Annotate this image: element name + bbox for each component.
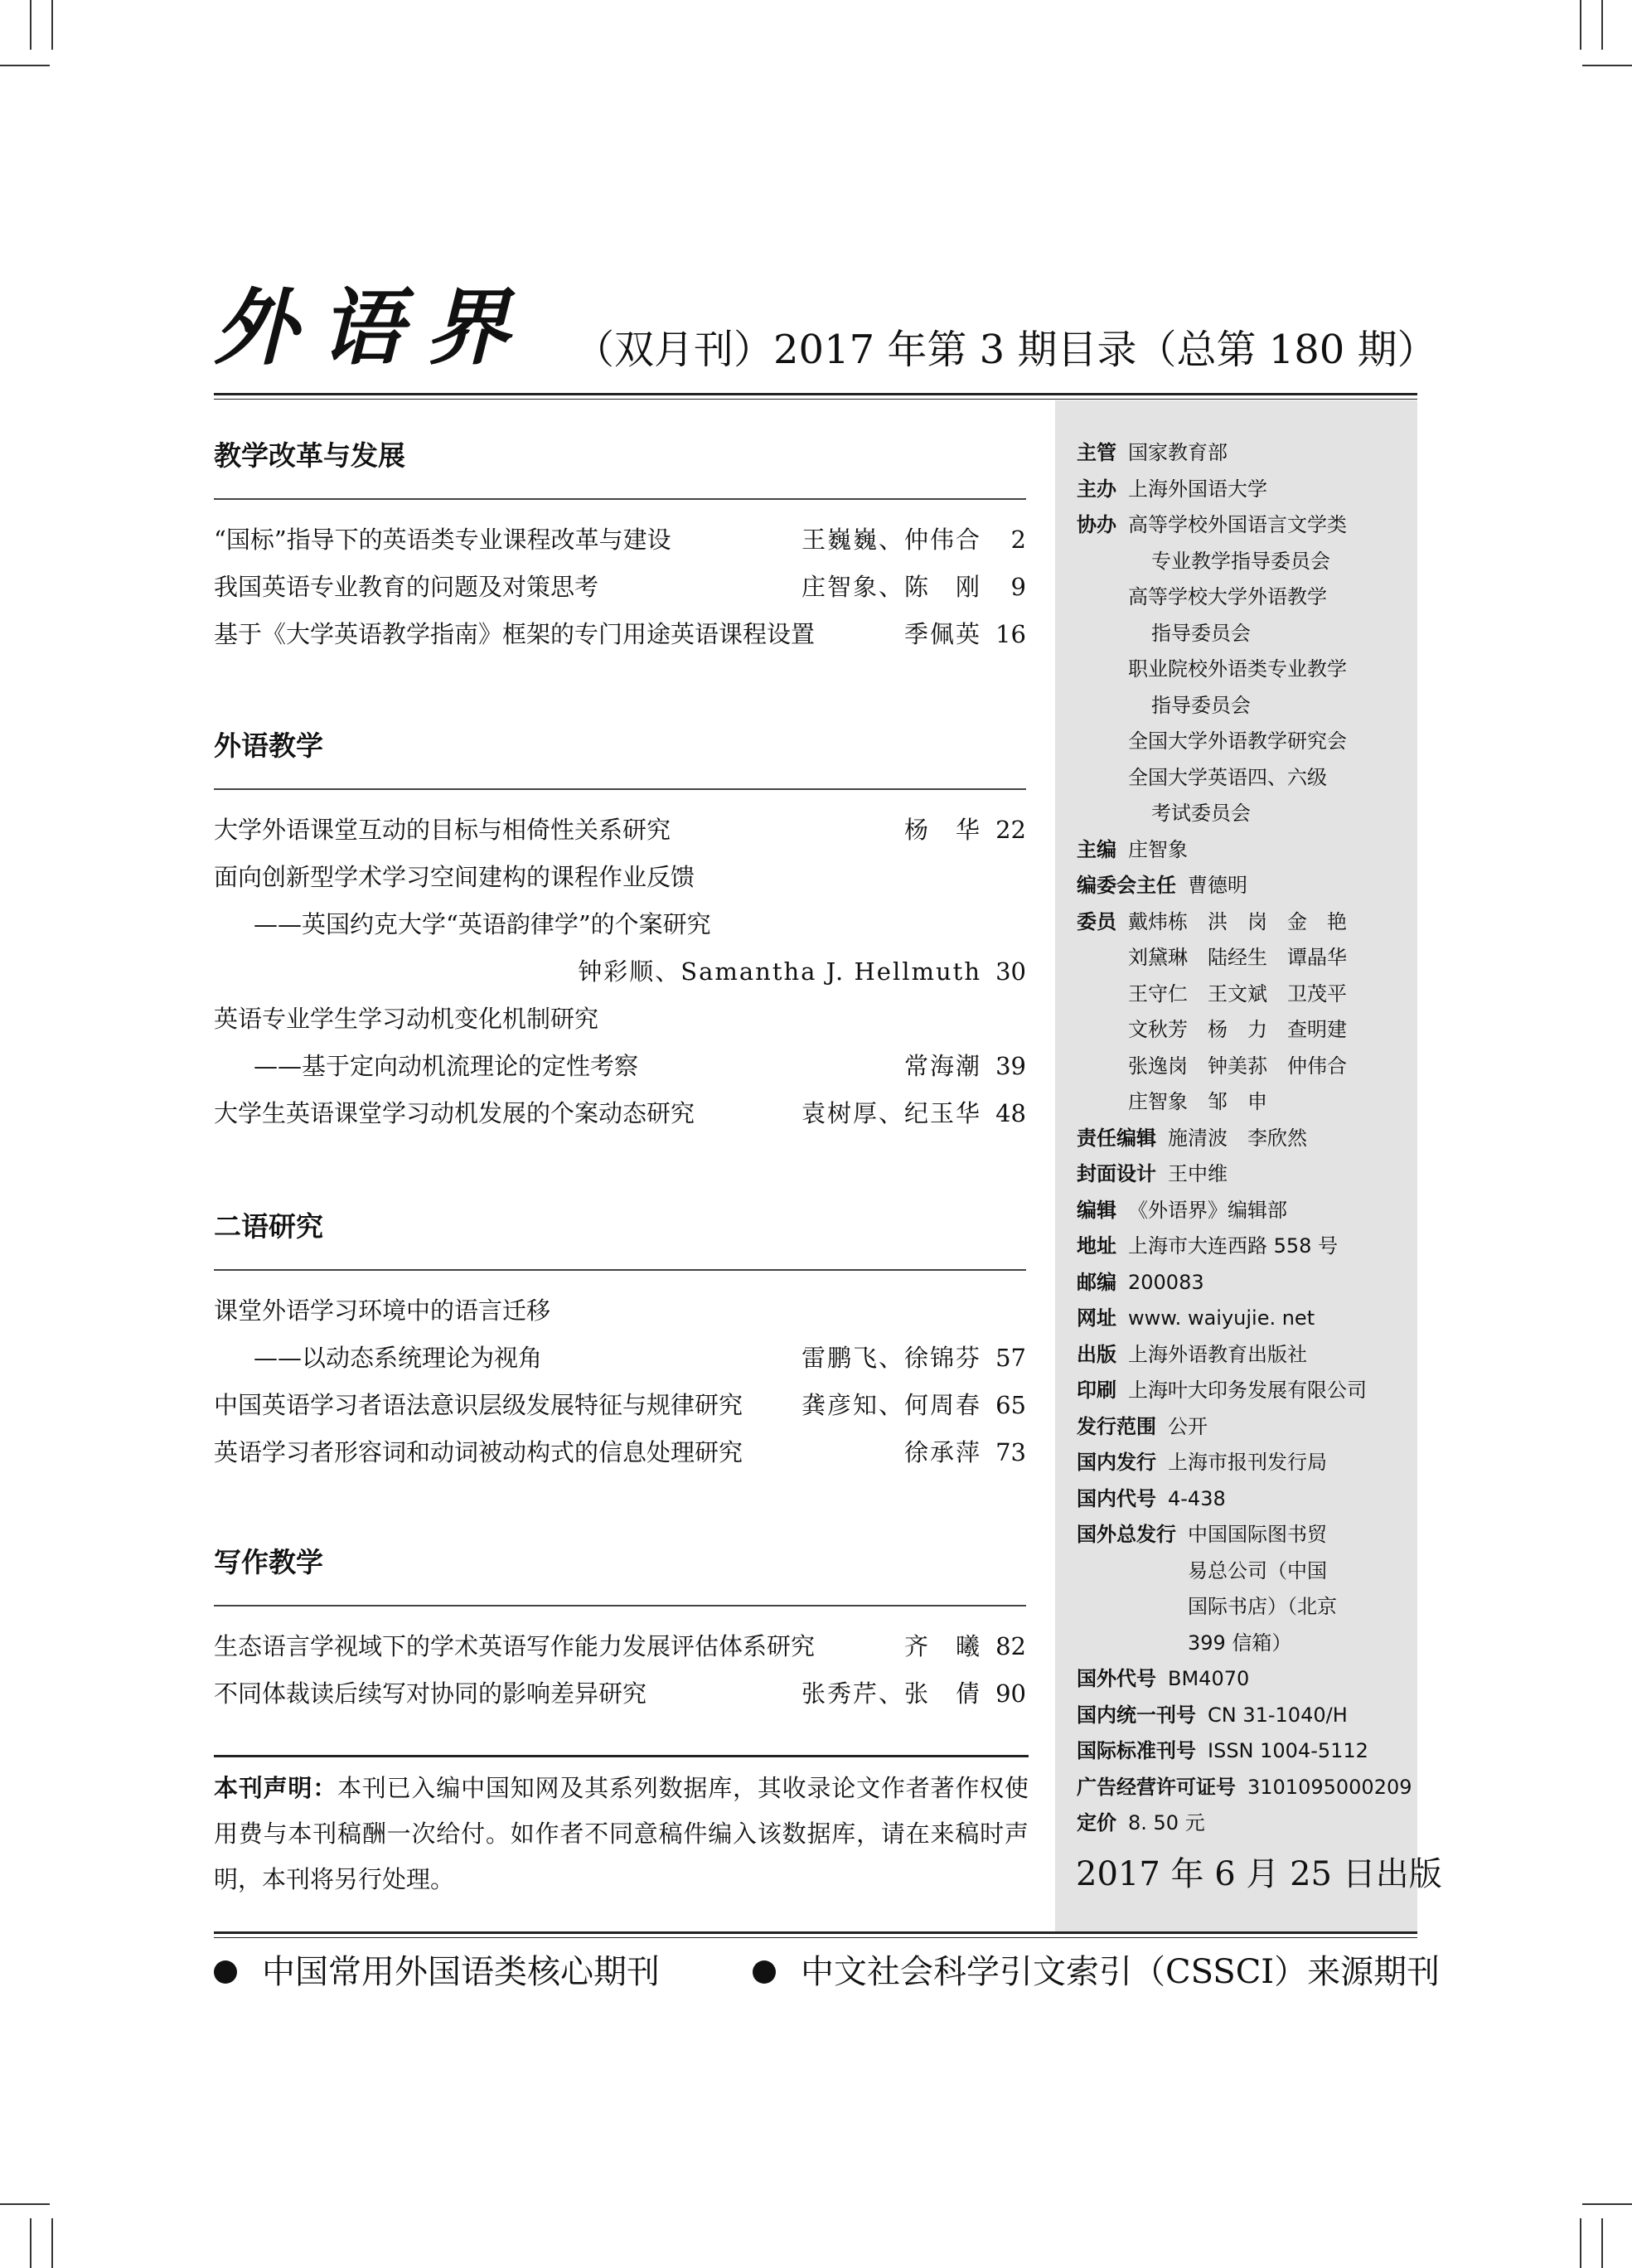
info-label: 编辑 [1077, 1198, 1116, 1222]
page-number: 9 [1010, 573, 1026, 601]
journal-notice [214, 1766, 1029, 1902]
crop-mark [1601, 2218, 1603, 2268]
article-authors: 齐 曦 [903, 1632, 981, 1660]
crop-mark [0, 65, 50, 66]
info-value: 国际书店）（北京 [1188, 1595, 1337, 1618]
article-title: 大学生英语课堂学习动机发展的个案动态研究 [214, 1099, 695, 1127]
info-label: 责任编辑 [1077, 1126, 1156, 1150]
page-number: 73 [995, 1438, 1026, 1466]
info-row [1077, 1805, 1412, 1842]
info-label: 网址 [1077, 1306, 1116, 1330]
info-value: BM4070 [1168, 1667, 1250, 1690]
crop-mark [1580, 2218, 1581, 2268]
info-row [1077, 1228, 1412, 1265]
index-statements [214, 1945, 1441, 2003]
toc-entry[interactable] [214, 1429, 1026, 1476]
toc-entry[interactable] [214, 807, 1026, 854]
page-number: 39 [995, 1052, 1026, 1080]
article-authors: 季佩英 [903, 620, 981, 648]
section-rule [214, 1269, 1026, 1271]
info-label: 地址 [1077, 1234, 1116, 1258]
toc-entry[interactable] [214, 1382, 1026, 1429]
article-title: 生态语言学视域下的学术英语写作能力发展评估体系研究 [214, 1632, 816, 1660]
page-number: 2 [1010, 526, 1026, 554]
section-heading: 外语教学 [214, 729, 323, 762]
article-title: ——英国约克大学“英语韵律学”的个案研究 [254, 910, 711, 938]
info-value: 庄智象 邹 申 [1128, 1090, 1267, 1113]
toc-entry[interactable] [214, 1623, 1026, 1670]
info-row [1077, 1445, 1412, 1481]
info-value: 戴炜栋 洪 岗 金 艳 [1128, 909, 1347, 933]
info-value: www. waiyujie. net [1128, 1306, 1315, 1330]
info-label: 主管 [1077, 441, 1116, 464]
toc-entry[interactable] [214, 1090, 1026, 1137]
info-value: 指导委员会 [1151, 693, 1251, 717]
article-title: ——以动态系统理论为视角 [254, 1344, 543, 1372]
info-label: 邮编 [1077, 1270, 1116, 1294]
info-label: 发行范围 [1077, 1414, 1156, 1438]
page-number: 16 [995, 620, 1026, 648]
publication-info-panel [1055, 400, 1417, 1932]
masthead [214, 269, 1437, 385]
article-title: 我国英语专业教育的问题及对策思考 [214, 573, 599, 601]
toc-entry[interactable] [214, 1335, 1026, 1382]
toc-entry[interactable] [214, 611, 1026, 658]
article-title: 不同体裁读后续写对协同的影响差异研究 [214, 1679, 647, 1708]
toc-section [214, 727, 1026, 1137]
info-label: 国际标准刊号 [1077, 1739, 1196, 1762]
crop-mark [30, 0, 31, 50]
info-value: 王中维 [1168, 1162, 1228, 1185]
info-value: 8. 50 元 [1128, 1811, 1205, 1834]
info-row [1077, 1409, 1412, 1446]
info-row [1077, 435, 1412, 472]
info-value: 上海市报刊发行局 [1168, 1451, 1327, 1474]
info-value: 上海外语教育出版社 [1128, 1342, 1307, 1366]
toc-entry[interactable] [214, 516, 1026, 564]
info-row [1077, 1156, 1412, 1193]
section-rule [214, 498, 1026, 500]
toc-entry[interactable] [214, 564, 1026, 611]
article-authors: 张秀芹、张 倩 [801, 1679, 981, 1708]
article-title: 基于《大学英语教学指南》框架的专门用途英语课程设置 [214, 620, 816, 648]
info-row [1077, 904, 1412, 1121]
bullet-icon [214, 1960, 237, 1984]
info-value: 高等学校大学外语教学 [1128, 585, 1327, 608]
page-number: 90 [995, 1679, 1026, 1708]
info-value: CN 31-1040/H [1208, 1703, 1348, 1727]
publication-date: 2017 年 6 月 25 日出版 [1076, 1855, 1442, 1893]
notice-label: 本刊声明： [214, 1774, 338, 1802]
info-row [1077, 1301, 1412, 1337]
info-value: 3101095000209 [1247, 1775, 1412, 1799]
info-row [1077, 1661, 1412, 1698]
page-number: 82 [995, 1632, 1026, 1660]
info-value: 高等学校外国语言文学类 [1128, 513, 1347, 536]
info-label: 国外代号 [1077, 1667, 1156, 1690]
info-row [1077, 1193, 1412, 1229]
info-label: 主编 [1077, 837, 1116, 861]
article-title: 中国英语学习者语法意识层级发展特征与规律研究 [214, 1391, 743, 1419]
article-authors: 杨 华 [903, 816, 981, 844]
info-value: 王守仁 王文斌 卫茂平 [1128, 981, 1347, 1006]
crop-mark [1582, 65, 1632, 66]
crop-mark [1582, 2203, 1632, 2205]
info-label: 定价 [1077, 1811, 1116, 1834]
issue-line: （双月刊）2017 年第 3 期目录（总第 180 期） [574, 327, 1437, 373]
info-value: 《外语界》编辑部 [1128, 1198, 1287, 1222]
info-row [1077, 832, 1412, 869]
info-value: 国家教育部 [1128, 441, 1228, 464]
info-value: 庄智象 [1128, 837, 1188, 861]
info-label: 国外总发行 [1077, 1523, 1176, 1546]
crop-mark [30, 2218, 31, 2268]
page-number: 65 [995, 1391, 1026, 1419]
info-label: 出版 [1077, 1342, 1116, 1366]
page-number: 48 [995, 1099, 1026, 1127]
footer-item [753, 1945, 1440, 1999]
article-authors: 雷鹏飞、徐锦芬 [801, 1344, 981, 1372]
info-value: 刘黛琳 陆经生 谭晶华 [1128, 946, 1347, 969]
page-number: 30 [995, 957, 1026, 986]
info-value: 张逸岗 钟美荪 仲伟合 [1128, 1054, 1347, 1078]
info-row [1077, 1481, 1412, 1518]
info-row [1077, 1517, 1412, 1661]
info-value: 全国大学英语四、六级 [1128, 765, 1327, 789]
toc-entry[interactable] [214, 1043, 1026, 1090]
info-value: 上海市大连西路 558 号 [1128, 1234, 1339, 1258]
page-number: 22 [995, 816, 1026, 844]
crop-mark [51, 0, 53, 50]
info-row [1077, 1770, 1412, 1806]
info-label: 协办 [1077, 513, 1116, 536]
info-value: 公开 [1168, 1414, 1208, 1438]
article-title: “国标”指导下的英语类专业课程改革与建设 [214, 526, 671, 554]
info-label: 委员 [1077, 909, 1116, 933]
info-value: 399 信箱） [1188, 1631, 1292, 1655]
crop-mark [51, 2218, 53, 2268]
section-heading: 写作教学 [214, 1546, 323, 1578]
info-value: 上海叶大印务发展有限公司 [1128, 1379, 1367, 1402]
info-row [1077, 1121, 1412, 1157]
toc-section [214, 1208, 1026, 1476]
info-row [1077, 507, 1412, 832]
article-title: 大学外语课堂互动的目标与相倚性关系研究 [214, 816, 671, 844]
article-authors: 徐承萍 [903, 1438, 981, 1466]
info-value: 4-438 [1168, 1486, 1226, 1510]
info-label: 主办 [1077, 477, 1116, 501]
info-value: 中国国际图书贸 [1188, 1523, 1327, 1546]
footer-text: 中国常用外国语类核心期刊 [262, 1953, 660, 1991]
article-authors: 袁树厚、纪玉华 [801, 1099, 981, 1127]
journal-logo: 外语界 [214, 279, 532, 376]
toc-section [214, 1544, 1026, 1718]
info-value: 曹德明 [1188, 874, 1247, 897]
article-authors: 常海潮 [903, 1052, 981, 1080]
info-row [1077, 472, 1412, 508]
info-label: 印刷 [1077, 1379, 1116, 1402]
toc-section [214, 437, 1026, 658]
info-row [1077, 1337, 1412, 1374]
publication-info-list [1077, 435, 1412, 1842]
section-heading: 二语研究 [214, 1210, 323, 1243]
crop-mark [0, 2203, 50, 2205]
info-row [1077, 1733, 1412, 1770]
crop-mark [1601, 0, 1603, 50]
crop-mark [1580, 0, 1581, 50]
info-value: 考试委员会 [1151, 802, 1251, 825]
info-value: 施清波 李欣然 [1168, 1126, 1307, 1150]
notice-text: 本刊已入编中国知网及其系列数据库，其收录论文作者著作权使用费与本刊稿酬一次给付。如作者不同意稿件编入该数据库，请在来稿时声明，本刊将另行处理。 [214, 1774, 1029, 1893]
footer-item [214, 1945, 660, 1999]
info-label: 国内发行 [1077, 1451, 1156, 1474]
info-value: 职业院校外语类专业教学 [1128, 657, 1347, 681]
article-title: 英语专业学生学习动机变化机制研究 [214, 1005, 599, 1033]
toc-entry[interactable] [214, 1670, 1026, 1718]
info-value: 指导委员会 [1151, 621, 1251, 645]
toc-entry[interactable] [214, 948, 1026, 996]
article-authors: 龚彦知、何周春 [801, 1391, 981, 1419]
article-title: 课堂外语学习环境中的语言迁移 [214, 1296, 551, 1325]
info-label: 编委会主任 [1077, 874, 1176, 897]
header-rule [214, 393, 1417, 400]
bullet-icon [753, 1960, 776, 1984]
info-row [1077, 868, 1412, 904]
toc-entry[interactable] [214, 996, 1026, 1043]
toc-entry[interactable] [214, 901, 1026, 948]
info-value: 全国大学外语教学研究会 [1128, 729, 1347, 753]
section-rule [214, 788, 1026, 790]
article-authors: 王巍巍、仲伟合 [801, 526, 981, 554]
info-value: 易总公司（中国 [1188, 1558, 1327, 1582]
info-value: ISSN 1004-5112 [1208, 1739, 1368, 1762]
info-value: 文秋芳 杨 力 查明建 [1128, 1018, 1347, 1041]
info-label: 广告经营许可证号 [1077, 1775, 1236, 1799]
notice-rule [214, 1755, 1029, 1757]
footer-rule [214, 1931, 1417, 1938]
info-value: 上海外国语大学 [1128, 477, 1267, 501]
article-title: ——基于定向动机流理论的定性考察 [254, 1052, 639, 1080]
info-value: 200083 [1128, 1270, 1204, 1294]
section-rule [214, 1605, 1026, 1606]
info-row [1077, 1373, 1412, 1409]
info-row [1077, 1698, 1412, 1734]
article-title: 英语学习者形容词和动词被动构式的信息处理研究 [214, 1438, 743, 1466]
article-authors: 庄智象、陈 刚 [801, 573, 981, 601]
toc-entry[interactable] [214, 1287, 1026, 1335]
info-label: 封面设计 [1077, 1162, 1156, 1185]
article-title: 面向创新型学术学习空间建构的课程作业反馈 [214, 863, 695, 891]
section-heading: 教学改革与发展 [214, 439, 405, 472]
info-label: 国内统一刊号 [1077, 1703, 1196, 1727]
article-authors: 钟彩顺、Samantha J. Hellmuth [578, 957, 981, 986]
toc-entry[interactable] [214, 854, 1026, 901]
footer-text: 中文社会科学引文索引（CSSCI）来源期刊 [801, 1953, 1441, 1991]
info-label: 国内代号 [1077, 1486, 1156, 1510]
info-row [1077, 1265, 1412, 1301]
page-number: 57 [995, 1344, 1026, 1372]
info-value: 专业教学指导委员会 [1151, 549, 1330, 573]
